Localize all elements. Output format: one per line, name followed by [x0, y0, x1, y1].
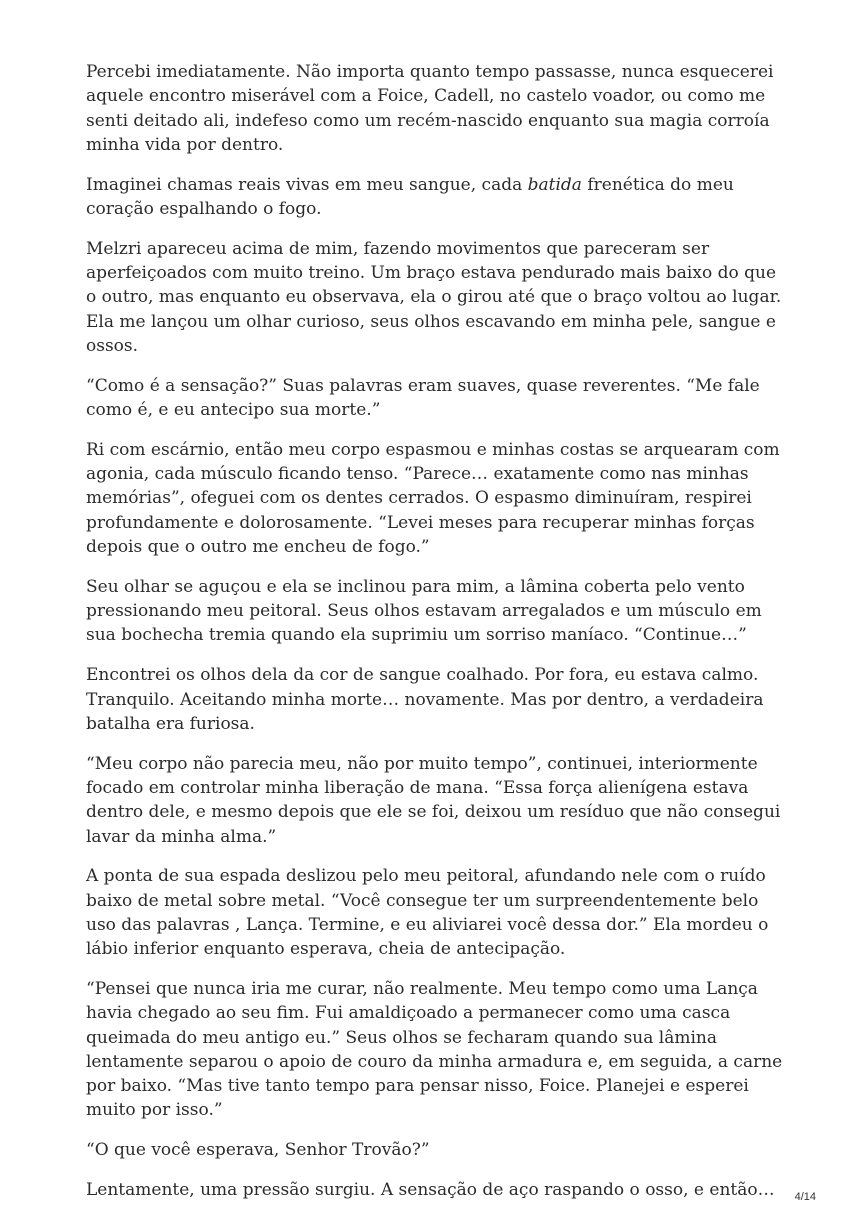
paragraph: “Como é a sensação?” Suas palavras eram suaves, quase reverentes. “Me fale como é, e eu antecipo sua morte.” — [86, 375, 760, 421]
paragraph: Ri com escárnio, então meu corpo espasmou e minhas costas se arquearam com agonia, cada músculo ficando tenso. “Parece… exatamente como nas minhas memórias”, ofeguei com os dentes cerrados. O espasmo diminuíram, respirei profundamente e dolorosamente. “Levei meses para recuperar minhas forças depois que o outro me encheu de fogo.” — [86, 439, 780, 558]
emphasized-word: batida — [527, 174, 582, 195]
page-number: 4/14 — [794, 1191, 816, 1203]
paragraph: Melzri apareceu acima de mim, fazendo movimentos que pareceram ser aperfeiçoados com muito treino. Um braço estava pendurado mais baixo do que o outro, mas enquanto eu observava, ela o girou até que o braço voltou ao lugar. Ela me lançou um olhar curioso, seus olhos escavando em minha pele, sangue e ossos. — [86, 238, 782, 356]
paragraph: Percebi imediatamente. Não importa quanto tempo passasse, nunca esquecerei aquele encontro miserável com a Foice, Cadell, no castelo voador, ou como me senti deitado ali, indefeso como um recém-nascido enquanto sua magia corroía minha vida por dentro. — [86, 62, 774, 155]
paragraph: Lentamente, uma pressão surgiu. A sensação de aço raspando o osso, e então… — [86, 1180, 775, 1201]
paragraph — [86, 173, 786, 222]
paragraph: “Meu corpo não parecia meu, não por muito tempo”, continuei, interiormente focado em controlar minha liberação de mana. “Essa força alienígena estava dentro dele, e mesmo depois que ele se foi, deixou um resíduo que não consegui lavar da minha alma.” — [86, 753, 781, 847]
paragraph: Encontrei os olhos dela da cor de sangue coalhado. Por fora, eu estava calmo. Tranquilo. Aceitando minha morte… novamente. Mas por dentro, a verdadeira batalha era furiosa. — [86, 665, 764, 734]
paragraph-text: Imaginei chamas reais vivas em meu sangue, cada — [86, 174, 528, 195]
paragraph: A ponta de sua espada deslizou pelo meu peitoral, afundando nele com o ruído baixo de metal sobre metal. “Você consegue ter um surpreendentemente belo uso das palavras , Lança. Termine, e eu aliviarei você dessa dor.” Ela mordeu o lábio inferior enquanto esperava, cheia de antecipação. — [86, 866, 769, 960]
paragraph: “O que você esperava, Senhor Trovão?” — [86, 1140, 430, 1161]
document-body — [86, 60, 786, 1218]
paragraph-text: frenética do meu coração espalhando o fogo. — [86, 174, 734, 219]
paragraph: “Pensei que nunca iria me curar, não realmente. Meu tempo como uma Lança havia chegado ao seu fim. Fui amaldiçoado a permanecer como uma casca queimada do meu antigo eu.” Seus olhos se fecharam quando sua lâmina lentamente separou o apoio de couro da minha armadura e, em seguida, a carne por baixo. “Mas tive tanto tempo para pensar nisso, Foice. Planejei e esperei muito por isso.” — [86, 979, 783, 1121]
paragraph: Seu olhar se aguçou e ela se inclinou para mim, a lâmina coberta pelo vento pressionando meu peitoral. Seus olhos estavam arregalados e um músculo em sua bochecha tremia quando ela suprimiu um sorriso maníaco. “Continue…” — [86, 576, 762, 646]
